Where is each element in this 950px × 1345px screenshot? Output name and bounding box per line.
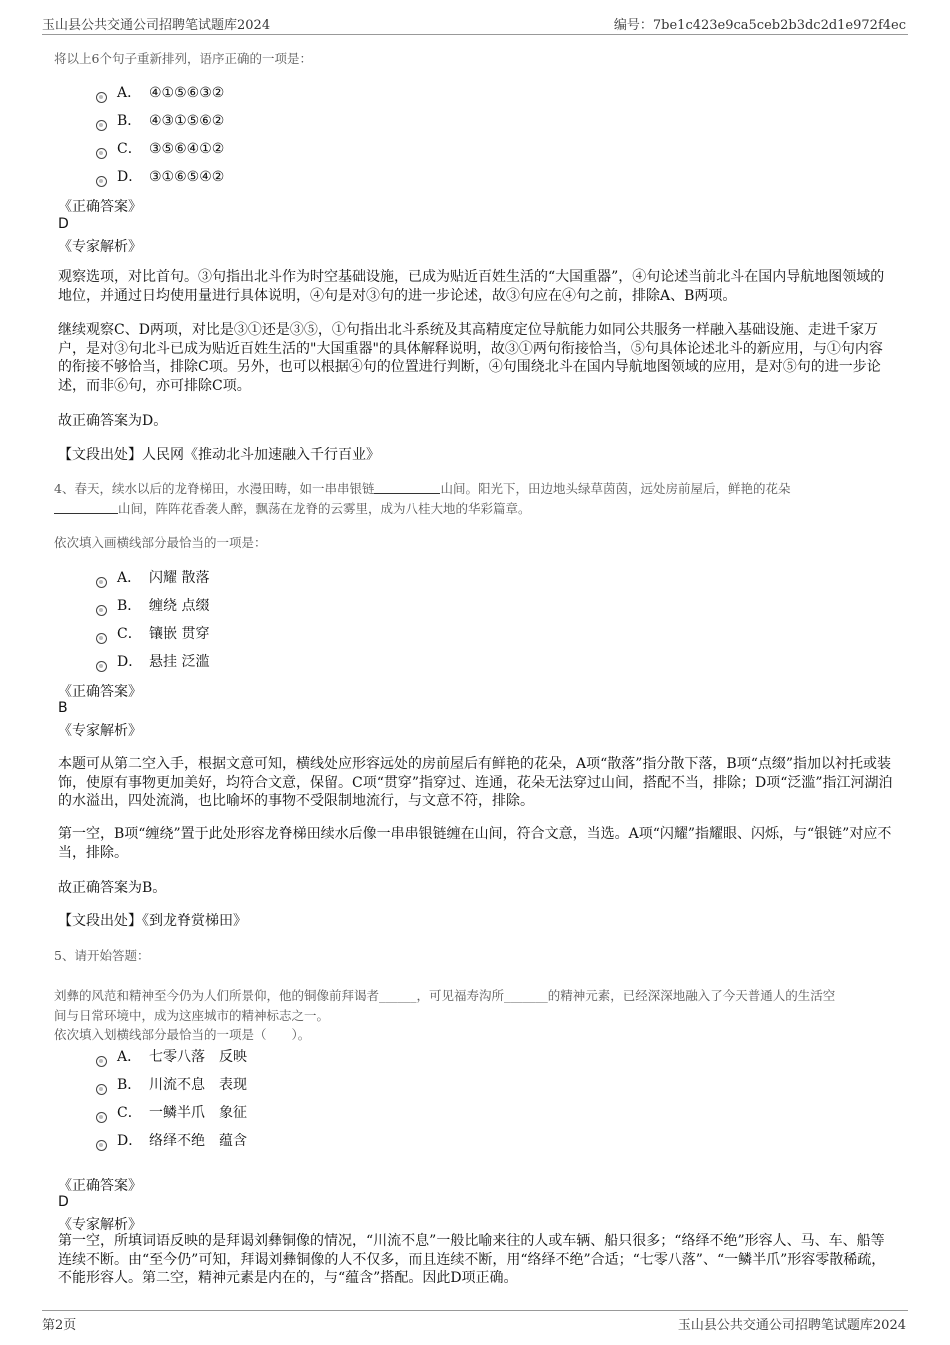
q5-option-c[interactable]: C． 一鳞半爪 象征 <box>96 1102 247 1122</box>
q5-analysis-para1: 第一空，所填词语反映的是拜谒刘彝铜像的情况，“川流不息”一般比喻来往的人或车辆、船只很多；“络绎不绝”形容人、马、车、船等连续不断。由“至今仍”可知，拜谒刘彝铜像的人不仅多，而且连续不断，用“络绎不绝”合适；“七零八落”、“一鳞半爪”形容零散稀疏，不能形容人。第二空，精神元素是内在的，与“蕴含”搭配。因此D项正确。 <box>58 1233 886 1286</box>
q4-option-d[interactable]: D． 悬挂 泛滥 <box>96 651 209 671</box>
q5-prompt: 依次填入划横线部分最恰当的一项是（ ）。 <box>54 1027 311 1042</box>
q3-option-b[interactable]: B． ④③①⑤⑥② <box>96 110 224 130</box>
page-number: 第2页 <box>42 1318 77 1333</box>
footer-divider <box>42 1310 908 1311</box>
header-title: 玉山县公共交通公司招聘笔试题库2024 <box>42 18 271 33</box>
q3-analysis-para2: 继续观察C、D两项，对比是③①还是③⑤，①句指出北斗系统及其高精度定位导航能力如同公共服务一样融入基础设施、走进千家万户，是对③句北斗已成为贴近百姓生活的"大国重器"的具体解释说明，故③①两句衔接恰当，⑤句具体论述北斗的新应用，与①句内容的衔接不够恰当，排除C项。另外，也可以根据④句的位置进行判断，④句围绕北斗在国内导航地图领域的应用，是对⑤句的进一步论述，而非⑥句，亦可排除C项。 <box>58 322 883 394</box>
q4-prompt: 依次填入画横线部分最恰当的一项是： <box>54 535 267 550</box>
radio-icon[interactable] <box>96 1140 107 1151</box>
radio-icon[interactable] <box>96 148 107 159</box>
q5-answer-label: 《正确答案》 <box>58 1178 142 1194</box>
q4-analysis-label: 《专家解析》 <box>58 723 142 739</box>
q4-analysis-para1: 本题可从第二空入手，根据文意可知，横线处应形容远处的房前屋后有鲜艳的花朵，A项“散落”指分散下落，B项“点缀”指加以衬托或装饰，使原有事物更加美好，均符合文意，保留。C项“贯穿”指穿过、连通，花朵无法穿过山间，搭配不当，排除；D项“泛滥”指江河湖泊的水溢出，四处流淌，也比喻坏的事物不受限制地流行，与文意不符，排除。 <box>58 756 893 809</box>
q4-option-c[interactable]: C． 镶嵌 贯穿 <box>96 623 209 643</box>
q5-passage-line1: 刘彝的风范和精神至今仍为人们所景仰，他的铜像前拜谒者______，可见福寿沟所_______的精神元素，已经深深地融入了今天普通人的生活空 <box>54 988 836 1003</box>
q4-answer: B <box>58 700 68 716</box>
header-divider <box>42 34 908 35</box>
q4-stem-line2: 山间，阵阵花香袭人醉，飘荡在龙脊的云雾里，成为八桂大地的华彩篇章。 <box>54 499 531 517</box>
radio-icon[interactable] <box>96 1056 107 1067</box>
radio-icon[interactable] <box>96 577 107 588</box>
q5-passage-line2: 间与日常环境中，成为这座城市的精神标志之一。 <box>54 1008 330 1023</box>
q3-analysis-para1: 观察选项，对比首句。③句指出北斗作为时空基础设施，已成为贴近百姓生活的“大国重器”，④句论述当前北斗在国内导航地图领域的地位，并通过日均使用量进行具体说明，④句是对③句的进一步论述，故③句应在④句之前，排除A、B两项。 <box>58 269 885 304</box>
radio-icon[interactable] <box>96 176 107 187</box>
radio-icon[interactable] <box>96 605 107 616</box>
q5-option-b[interactable]: B． 川流不息 表现 <box>96 1074 247 1094</box>
q3-option-a[interactable]: A． ④①⑤⑥③② <box>96 82 224 102</box>
q3-answer-label: 《正确答案》 <box>58 199 142 215</box>
radio-icon[interactable] <box>96 633 107 644</box>
q5-option-a[interactable]: A． 七零八落 反映 <box>96 1046 247 1066</box>
q3-analysis-label: 《专家解析》 <box>58 239 142 255</box>
q5-title: 5、请开始答题： <box>54 948 150 963</box>
blank-1 <box>374 481 440 494</box>
q4-conclusion: 故正确答案为B。 <box>58 880 167 896</box>
footer-title: 玉山县公共交通公司招聘笔试题库2024 <box>677 1318 906 1333</box>
radio-icon[interactable] <box>96 92 107 103</box>
q5-answer: D <box>58 1194 69 1210</box>
q4-option-b[interactable]: B． 缠绕 点缀 <box>96 595 209 615</box>
q4-analysis-para2: 第一空，B项“缠绕”置于此处形容龙脊梯田续水后像一串串银链缠在山间，符合文意，当选。A项“闪耀”指耀眼、闪烁，与“银链”对应不当，排除。 <box>58 826 892 861</box>
radio-icon[interactable] <box>96 120 107 131</box>
document-id: 编号：7be1c423e9ca5ceb2b3dc2d1e972f4ec <box>613 18 906 33</box>
radio-icon[interactable] <box>96 1084 107 1095</box>
q3-option-d[interactable]: D． ③①⑥⑤④② <box>96 166 224 186</box>
q5-option-d[interactable]: D． 络绎不绝 蕴含 <box>96 1130 247 1150</box>
blank-2 <box>54 501 118 514</box>
q3-conclusion: 故正确答案为D。 <box>58 413 168 429</box>
q3-option-c[interactable]: C． ③⑤⑥④①② <box>96 138 224 158</box>
radio-icon[interactable] <box>96 661 107 672</box>
q3-source: 【文段出处】人民网《推动北斗加速融入千行百业》 <box>58 447 380 463</box>
q4-answer-label: 《正确答案》 <box>58 684 142 700</box>
radio-icon[interactable] <box>96 1112 107 1123</box>
q3-prompt: 将以上6个句子重新排列，语序正确的一项是： <box>54 51 312 66</box>
q4-stem-line1: 4、春天，续水以后的龙脊梯田，水漫田畴，如一串串银链 山间。阳光下，田边地头绿草茵茵，远处房前屋后，鲜艳的花朵 <box>54 481 791 496</box>
q4-option-a[interactable]: A． 闪耀 散落 <box>96 567 209 587</box>
q4-source: 【文段出处】《到龙脊赏梯田》 <box>58 913 247 929</box>
q3-answer: D <box>58 216 69 232</box>
q5-analysis-label: 《专家解析》 <box>58 1217 142 1233</box>
